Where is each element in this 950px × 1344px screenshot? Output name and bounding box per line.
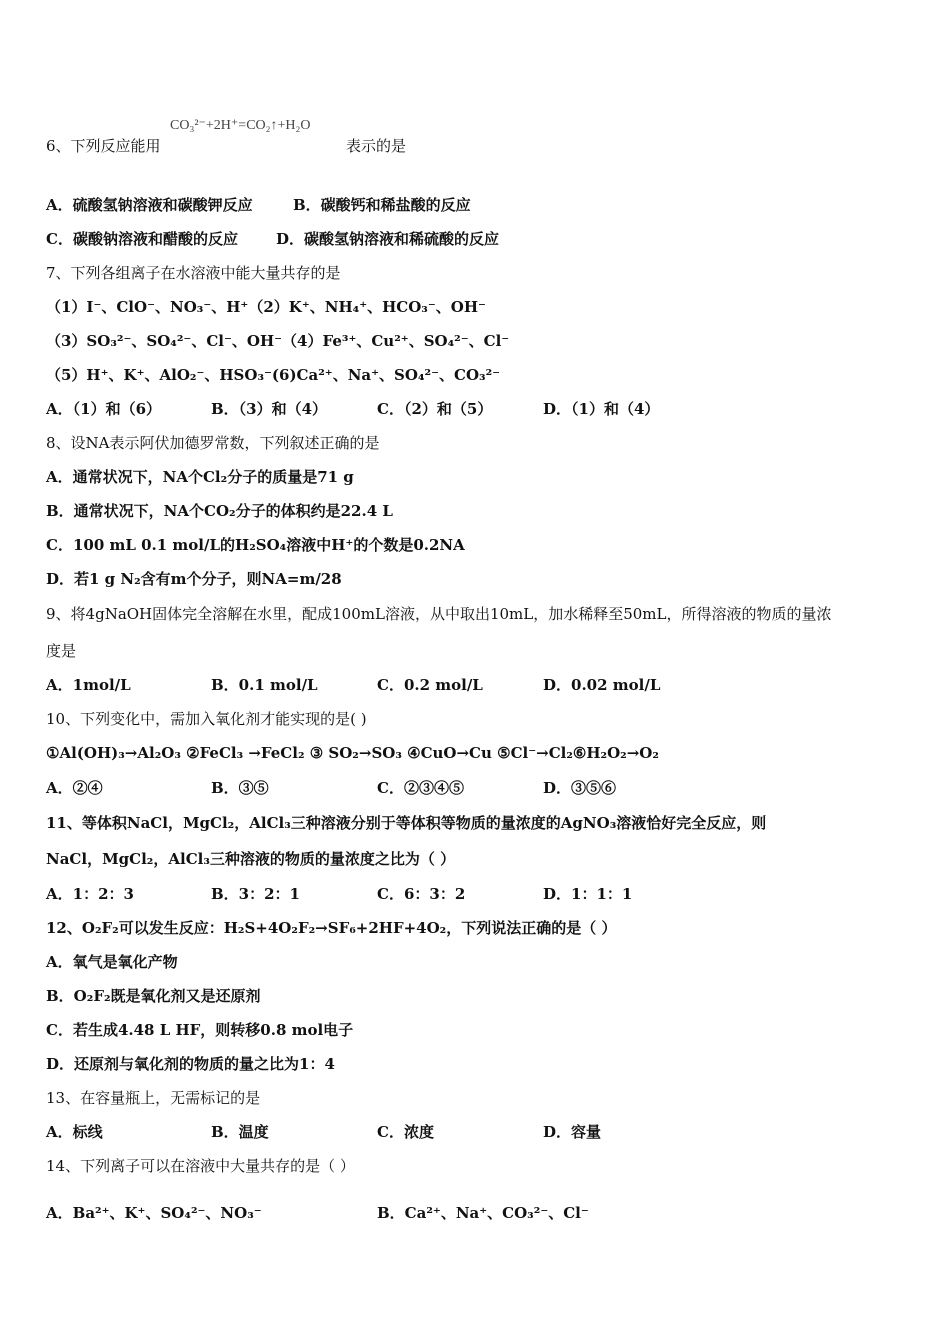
q9-option-b: B．0.1 mol/L (211, 676, 318, 694)
q7-option-d: D．（1）和（4） (543, 400, 660, 418)
q7-option-c: C．（2）和（5） (377, 400, 493, 418)
q14-option-a: A．Ba²⁺、K⁺、SO₄²⁻、NO₃⁻ (46, 1204, 262, 1222)
q8-option-d: D．若1 g N₂含有m个分子，则NA=m/28 (46, 570, 342, 588)
q9-option-c: C．0.2 mol/L (377, 676, 483, 694)
q8-option-c: C．100 mL 0.1 mol/L的H₂SO₄溶液中H⁺的个数是0.2NA (46, 536, 465, 554)
q12-option-c: C．若生成4.48 L HF，则转移0.8 mol电子 (46, 1021, 354, 1039)
q13-option-b: B．温度 (211, 1123, 269, 1141)
q9-option-a: A．1mol/L (46, 676, 131, 694)
q6-option-d: D．碳酸氢钠溶液和稀硫酸的反应 (276, 230, 500, 248)
q7-stem: 7、下列各组离子在水溶液中能大量共存的是 (46, 264, 341, 282)
q9-stem-line-2: 度是 (46, 642, 77, 660)
q12-option-b: B．O₂F₂既是氧化剂又是还原剂 (46, 987, 261, 1005)
q10-items: ①Al(OH)₃→Al₂O₃ ②FeCl₃ →FeCl₂ ③ SO₂→SO₃ ④CuO→Cu ⑤Cl⁻→Cl₂⑥H₂O₂→O₂ (46, 744, 659, 762)
q6-stem-suffix: 表示的是 (346, 137, 407, 155)
q7-group-1-2: （1）I⁻、ClO⁻、NO₃⁻、H⁺（2）K⁺、NH₄⁺、HCO₃⁻、OH⁻ (46, 298, 486, 316)
q12-option-d: D．还原剂与氧化剂的物质的量之比为1：4 (46, 1055, 335, 1073)
q12-stem: 12、O₂F₂可以发生反应：H₂S+4O₂F₂→SF₆+2HF+4O₂，下列说法正确的是（ ） (46, 919, 617, 937)
q7-group-3-4: （3）SO₃²⁻、SO₄²⁻、Cl⁻、OH⁻（4）Fe³⁺、Cu²⁺、SO₄²⁻、Cl⁻ (46, 332, 510, 350)
q6-option-a: A．硫酸氢钠溶液和碳酸钾反应 (46, 196, 253, 214)
q10-option-d: D．③⑤⑥ (543, 779, 617, 797)
q14-stem: 14、下列离子可以在溶液中大量共存的是（ ） (46, 1157, 355, 1175)
q7-option-b: B．（3）和（4） (211, 400, 328, 418)
q11-option-b: B．3：2：1 (211, 885, 300, 903)
q14-option-b: B．Ca²⁺、Na⁺、CO₃²⁻、Cl⁻ (377, 1204, 589, 1222)
q7-group-5-6: （5）H⁺、K⁺、AlO₂⁻、HSO₃⁻(6)Ca²⁺、Na⁺、SO₄²⁻、CO₃²⁻ (46, 366, 501, 384)
q13-option-c: C．浓度 (377, 1123, 434, 1141)
q10-option-c: C．②③④⑤ (377, 779, 464, 797)
q11-option-c: C．6：3：2 (377, 885, 466, 903)
q11-option-d: D．1：1：1 (543, 885, 633, 903)
q9-option-d: D．0.02 mol/L (543, 676, 661, 694)
q6-formula-image: CO₃²⁻+2H⁺=CO₂↑+H₂O (170, 118, 311, 133)
q10-option-a: A．②④ (46, 779, 103, 797)
q13-option-d: D．容量 (543, 1123, 602, 1141)
q13-option-a: A．标线 (46, 1123, 103, 1141)
q8-option-b: B．通常状况下，NA个CO₂分子的体积约是22.4 L (46, 502, 393, 520)
q13-stem: 13、在容量瓶上，无需标记的是 (46, 1089, 261, 1107)
q12-option-a: A．氧气是氧化产物 (46, 953, 178, 971)
q9-stem-line-1: 9、将4gNaOH固体完全溶解在水里，配成100mL溶液，从中取出10mL，加水稀释至50mL，所得溶液的物质的量浓 (46, 605, 832, 623)
q6-option-c: C．碳酸钠溶液和醋酸的反应 (46, 230, 238, 248)
q11-stem-line-2: NaCl，MgCl₂，AlCl₃三种溶液的物质的量浓度之比为（ ） (46, 850, 456, 868)
q11-stem-line-1: 11、等体积NaCl，MgCl₂，AlCl₃三种溶液分别于等体积等物质的量浓度的AgNO₃溶液恰好完全反应，则 (46, 814, 767, 832)
q11-option-a: A．1：2：3 (46, 885, 134, 903)
q7-option-a: A．（1）和（6） (46, 400, 162, 418)
q8-stem: 8、设NA表示阿伏加德罗常数，下列叙述正确的是 (46, 434, 380, 452)
q10-stem: 10、下列变化中，需加入氧化剂才能实现的是( ) (46, 710, 367, 728)
q10-option-b: B．③⑤ (211, 779, 269, 797)
q6-option-b: B．碳酸钙和稀盐酸的反应 (293, 196, 471, 214)
q6-stem-prefix: 6、下列反应能用 (46, 137, 161, 155)
q8-option-a: A．通常状况下，NA个Cl₂分子的质量是71 g (46, 468, 354, 486)
